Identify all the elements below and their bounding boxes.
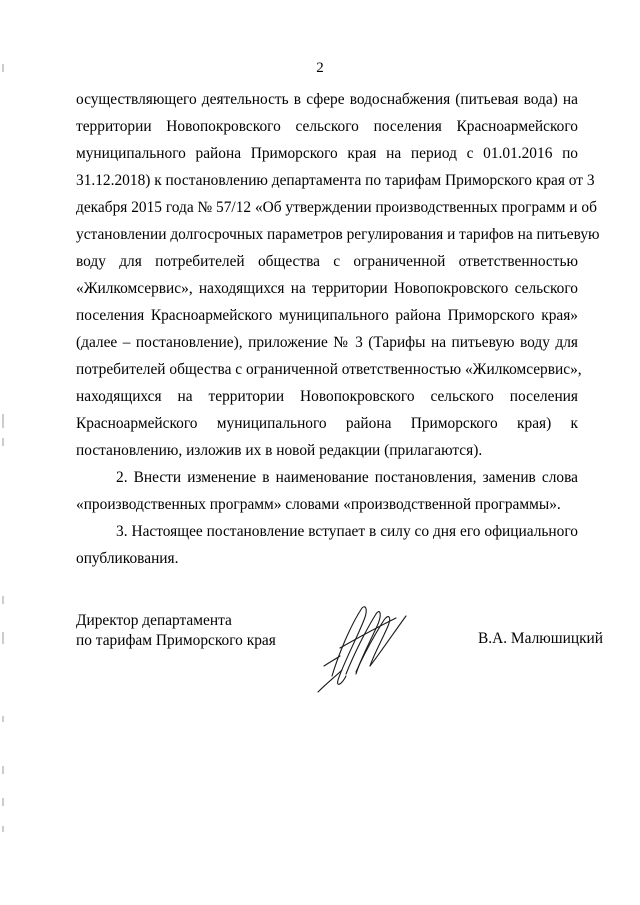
text-line: территории Новопокровского сельского поселения Красноармейского <box>76 118 578 135</box>
text-line: декабря 2015 года № 57/12 «Об утверждении производственных программ и об <box>76 199 597 216</box>
document-body <box>76 86 600 572</box>
text-line: постановлению, изложив их в новой редакции (прилагаются). <box>76 442 483 459</box>
text-line: 3. Настоящее постановление вступает в силу со дня его официального <box>116 523 578 540</box>
handwritten-signature <box>310 596 420 696</box>
signatory-title <box>76 611 276 651</box>
page-number: 2 <box>316 60 324 76</box>
text-line: 31.12.2018) к постановлению департамента по тарифам Приморского края от 3 <box>76 172 595 189</box>
signatory-name: В.А. Малюшицкий <box>478 630 604 647</box>
text-line: потребителей общества с ограниченной ответственностью «Жилкомсервис», <box>76 361 582 378</box>
margin-scan-marks <box>0 0 10 905</box>
text-line: опубликования. <box>76 550 179 567</box>
text-line: «Жилкомсервис», находящихся на территории Новопокровского сельского <box>76 280 578 297</box>
text-line: воду для потребителей общества с ограниченной ответственностью <box>76 253 578 270</box>
text-line: поселения Красноармейского муниципального района Приморского края» <box>76 307 578 324</box>
text-line: находящихся на территории Новопокровского сельского поселения <box>76 388 578 405</box>
text-line: муниципального района Приморского края на период с 01.01.2016 по <box>76 145 578 162</box>
text-line: (далее – постановление), приложение № 3 (Тарифы на питьевую воду для <box>76 334 578 351</box>
text-line: 2. Внести изменение в наименование постановления, заменив слова <box>116 469 578 486</box>
text-line: Красноармейского муниципального района Приморского края) к <box>76 415 578 432</box>
signatory-title-line: Директор департамента <box>76 612 232 629</box>
text-line: «производственных программ» словами «производственной программы». <box>76 496 561 513</box>
text-line: установлении долгосрочных параметров регулирования и тарифов на питьевую <box>76 226 600 243</box>
signatory-title-line: по тарифам Приморского края <box>76 632 276 649</box>
text-line: осуществляющего деятельность в сфере водоснабжения (питьевая вода) на <box>76 91 578 108</box>
